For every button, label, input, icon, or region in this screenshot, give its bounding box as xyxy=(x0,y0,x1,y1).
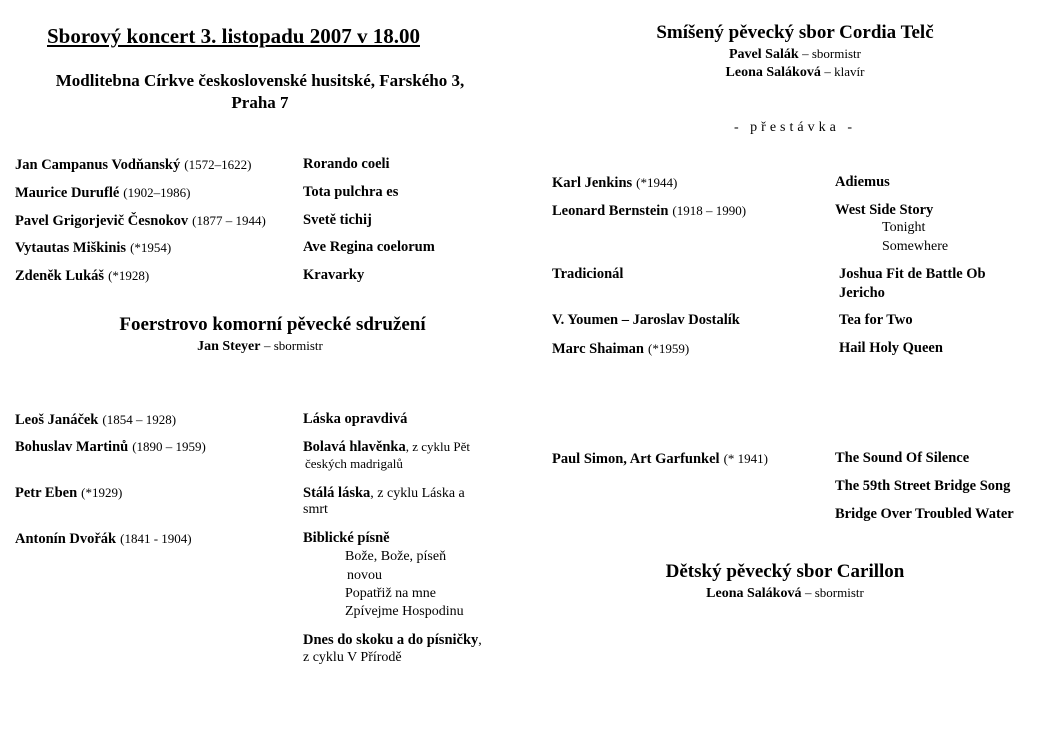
composer-dates: (*1959) xyxy=(647,341,690,356)
leader-role: – sbormistr xyxy=(264,338,323,353)
concert-title: Sborový koncert 3. listopadu 2007 v 18.00 xyxy=(47,24,420,48)
composer-name: Vytautas Miškinis xyxy=(15,240,127,256)
composer-dates: (1572–1622) xyxy=(184,157,252,172)
work-title-continued: Jericho xyxy=(839,285,885,301)
choir-leader xyxy=(545,46,1045,63)
composer-dates: (1890 – 1959) xyxy=(132,439,206,454)
leader-name: Leona Saláková xyxy=(706,586,802,601)
composer-entry xyxy=(15,411,176,429)
composer-name: Zdeněk Lukáš xyxy=(15,268,105,284)
composer-dates: (1902–1986) xyxy=(123,185,191,200)
intermission: - přestávka - xyxy=(734,120,856,135)
work-title: Adiemus xyxy=(835,174,890,190)
song-title: Tonight xyxy=(882,220,926,235)
work-title: Biblické písně xyxy=(303,530,390,546)
composer-entry xyxy=(15,438,206,456)
composer-entry xyxy=(15,212,266,230)
work-title: Bolavá hlavěnka xyxy=(303,439,406,455)
work-title: Joshua Fit de Battle Ob xyxy=(839,266,986,282)
composer-entry xyxy=(552,202,746,220)
composer-dates: (*1954) xyxy=(130,240,172,255)
work-note: , z cyklu Láska a xyxy=(370,486,465,501)
work-note-continued: smrt xyxy=(303,502,328,517)
composer-entry xyxy=(552,174,677,192)
composer-entry xyxy=(15,530,192,548)
work-title: Stálá láska xyxy=(303,485,371,501)
venue-line-2: Praha 7 xyxy=(231,93,289,112)
work-title: Dnes do skoku a do písničky xyxy=(303,632,479,648)
song-title: Bože, Bože, píseň xyxy=(345,549,447,564)
work-title: Kravarky xyxy=(303,267,365,283)
composer-name: Tradicionál xyxy=(552,266,624,282)
work-title: Svetě tichij xyxy=(303,212,372,228)
composer-entry xyxy=(15,484,122,502)
leader-role: – sbormistr xyxy=(802,46,861,61)
choir-accompanist xyxy=(545,64,1045,81)
choir-name: Dětský pěvecký sbor Carillon xyxy=(665,561,905,582)
composer-dates: (1841 - 1904) xyxy=(120,531,192,546)
composer-entry xyxy=(15,156,251,174)
work-note-continued: českých madrigalů xyxy=(305,456,403,471)
work-title: Tota pulchra es xyxy=(303,184,399,200)
composer-dates: (*1928) xyxy=(108,268,150,283)
work-title: West Side Story xyxy=(835,202,934,218)
composer-entry xyxy=(15,267,149,285)
composer-name: Petr Eben xyxy=(15,485,78,501)
work-note-continued: z cyklu V Přírodě xyxy=(303,650,402,665)
work-title: Ave Regina coelorum xyxy=(303,239,435,255)
composer-name: Jan Campanus Vodňanský xyxy=(15,157,181,173)
work-comma: , xyxy=(478,633,482,648)
work-title: Bridge Over Troubled Water xyxy=(835,506,1014,522)
composer-name: V. Youmen – Jaroslav Dostalík xyxy=(552,312,740,328)
work-title: The 59th Street Bridge Song xyxy=(835,478,1011,494)
composer-name: Leonard Bernstein xyxy=(552,203,669,219)
leader-role: – sbormistr xyxy=(804,585,864,600)
leader-name: Jan Steyer xyxy=(197,339,261,354)
work-title: The Sound Of Silence xyxy=(835,450,970,466)
song-title: Zpívejme Hospodinu xyxy=(345,604,464,619)
composer-name: Karl Jenkins xyxy=(552,175,633,191)
composer-entry xyxy=(15,239,171,257)
composer-dates: (1877 – 1944) xyxy=(192,213,266,228)
work-note: , z cyklu Pět xyxy=(405,439,470,454)
composer-entry xyxy=(552,340,689,358)
choir-name: Foerstrovo komorní pěvecké sdružení xyxy=(119,314,426,335)
choir-leader xyxy=(0,338,520,355)
composer-dates: (*1944) xyxy=(636,175,678,190)
composer-name: Leoš Janáček xyxy=(15,412,99,428)
accompanist-name: Leona Saláková xyxy=(725,65,821,80)
composer-name: Marc Shaiman xyxy=(552,341,644,357)
choir-leader xyxy=(545,585,1025,602)
composer-dates: (1854 – 1928) xyxy=(102,412,177,427)
composer-entry xyxy=(552,450,768,468)
song-title: novou xyxy=(347,568,382,583)
work-title: Rorando coeli xyxy=(303,156,390,172)
composer-dates: (*1929) xyxy=(81,485,123,500)
composer-name: Maurice Duruflé xyxy=(15,185,120,201)
song-title: Somewhere xyxy=(882,239,949,254)
composer-name: Antonín Dvořák xyxy=(15,531,117,547)
composer-entry xyxy=(15,184,190,202)
composer-dates: (* 1941) xyxy=(723,451,768,466)
composer-dates: (1918 – 1990) xyxy=(672,203,747,218)
venue-line-1: Modlitebna Církve československé husitské, Farského 3, xyxy=(55,71,465,90)
work-title: Tea for Two xyxy=(839,312,913,328)
work-entry xyxy=(303,438,470,456)
work-entry xyxy=(303,484,465,502)
composer-name: Pavel Grigorjevič Česnokov xyxy=(15,213,189,229)
composer-name: Bohuslav Martinů xyxy=(15,439,129,455)
leader-name: Pavel Salák xyxy=(729,47,799,62)
song-title: Popatřiž na mne xyxy=(345,586,436,601)
composer-name: Paul Simon, Art Garfunkel xyxy=(552,451,720,467)
accompanist-role: – klavír xyxy=(824,64,865,79)
work-title: Láska opravdivá xyxy=(303,411,408,427)
work-title: Hail Holy Queen xyxy=(839,340,943,356)
work-entry xyxy=(303,631,482,649)
choir-name: Smíšený pěvecký sbor Cordia Telč xyxy=(656,22,934,43)
